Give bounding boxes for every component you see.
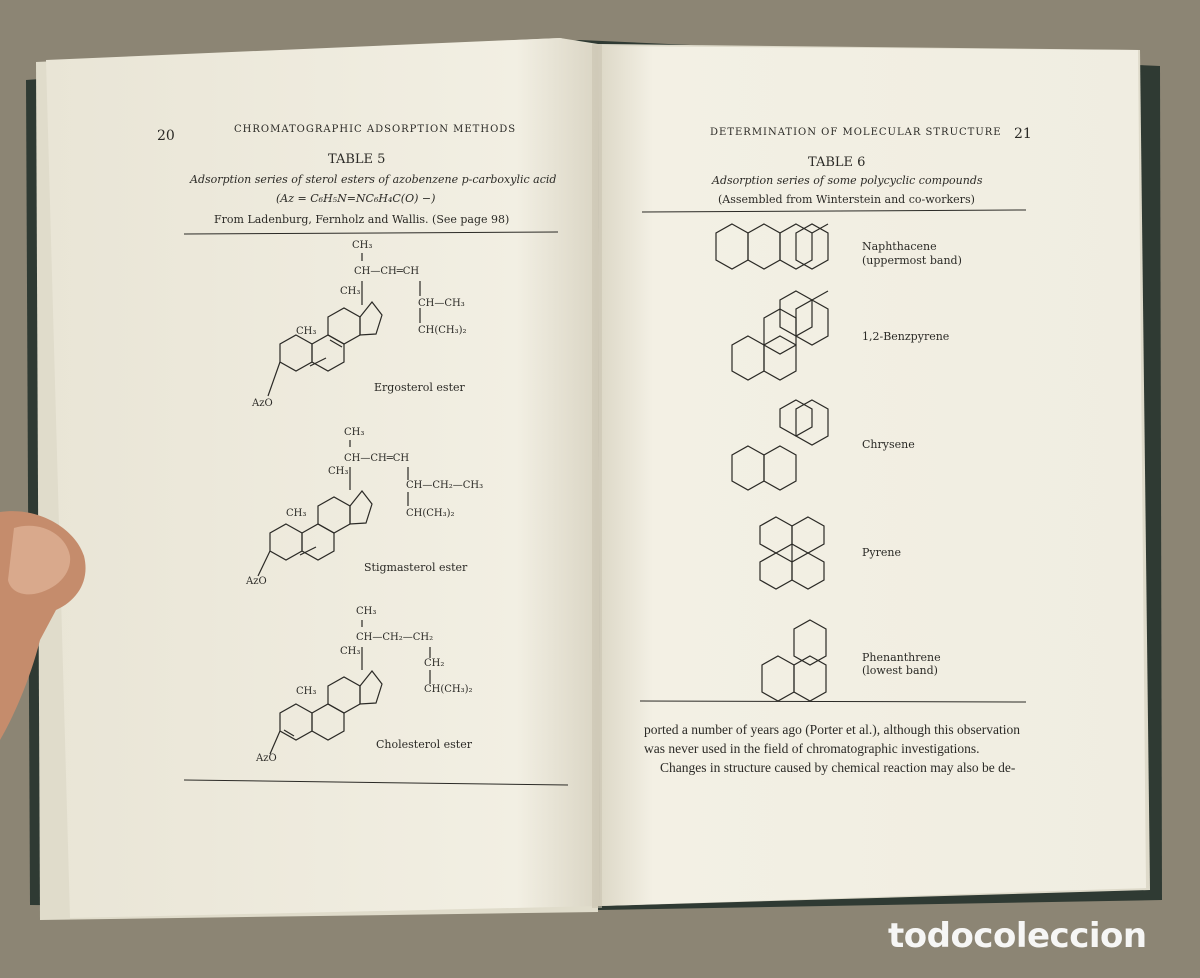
stig-side1: CH—CH₂—CH₃ [406,480,484,491]
stig-ch3-top: CH₃ [344,427,365,438]
naphthacene-note: (uppermost band) [862,254,962,267]
pyrene-label: Pyrene [862,546,901,559]
left-running-head: CHROMATOGRAPHIC ADSORPTION METHODS [234,124,517,135]
body-line-3: Changes in structure caused by chemical reaction may also be de- [660,760,1016,775]
erg-ch3-top: CH₃ [352,240,373,251]
erg-side2: CH(CH₃)₂ [418,325,467,336]
stig-ring-ch3: CH₃ [328,466,349,477]
chol-ch3-top: CH₃ [356,606,377,617]
chol-chain: CH—CH₂—CH₂ [356,632,434,643]
erg-ring-ch3b: CH₃ [296,326,317,337]
left-page-number: 20 [157,128,175,144]
benzpyrene-label: 1,2-Benzpyrene [862,330,950,343]
chol-ring-ch3: CH₃ [340,646,361,657]
ergosterol-label: Ergosterol ester [374,381,465,394]
table-6-source: (Assembled from Winterstein and co-workers) [718,193,975,206]
stig-side2: CH(CH₃)₂ [406,508,455,519]
stig-ring-ch3b: CH₃ [286,508,307,519]
table-5-source: From Ladenburg, Fernholz and Wallis. (See page 98) [214,213,510,226]
stig-chain: CH—CH═CH [344,453,410,464]
right-page-number: 21 [1014,126,1032,142]
table-5-formula: (Az = C₆H₅N=NC₆H₄C(O) −) [276,192,436,205]
naphthacene-label: Naphthacene [862,240,937,253]
body-line-2: was never used in the field of chromatographic investigations. [644,741,980,756]
table-6-caption: Adsorption series of some polycyclic compounds [712,174,983,187]
chrysene-label: Chrysene [862,438,915,451]
right-running-head: DETERMINATION OF MOLECULAR STRUCTURE [710,127,1002,138]
erg-azo: AzO [252,398,273,409]
chol-side1: CH₂ [424,658,445,669]
table-6-title: TABLE 6 [808,155,866,170]
left-page [46,38,600,918]
phenanthrene-note: (lowest band) [862,664,938,677]
chol-side2: CH(CH₃)₂ [424,684,473,695]
chol-ring-ch3b: CH₃ [296,686,317,697]
erg-chain: CH—CH═CH [354,266,420,277]
chol-azo: AzO [256,753,277,764]
table-5-title: TABLE 5 [328,152,386,167]
stigmasterol-label: Stigmasterol ester [364,561,468,574]
watermark-logo: todocoleccion [888,916,1147,956]
table-5-caption: Adsorption series of sterol esters of azobenzene p-carboxylic acid [190,173,557,186]
phenanthrene-label: Phenanthrene [862,651,941,664]
cholesterol-label: Cholesterol ester [376,738,472,751]
erg-ring-ch3: CH₃ [340,286,361,297]
stig-azo: AzO [246,576,267,587]
erg-side1: CH—CH₃ [418,298,465,309]
body-line-1: ported a number of years ago (Porter et al.), although this observation [644,722,1021,737]
